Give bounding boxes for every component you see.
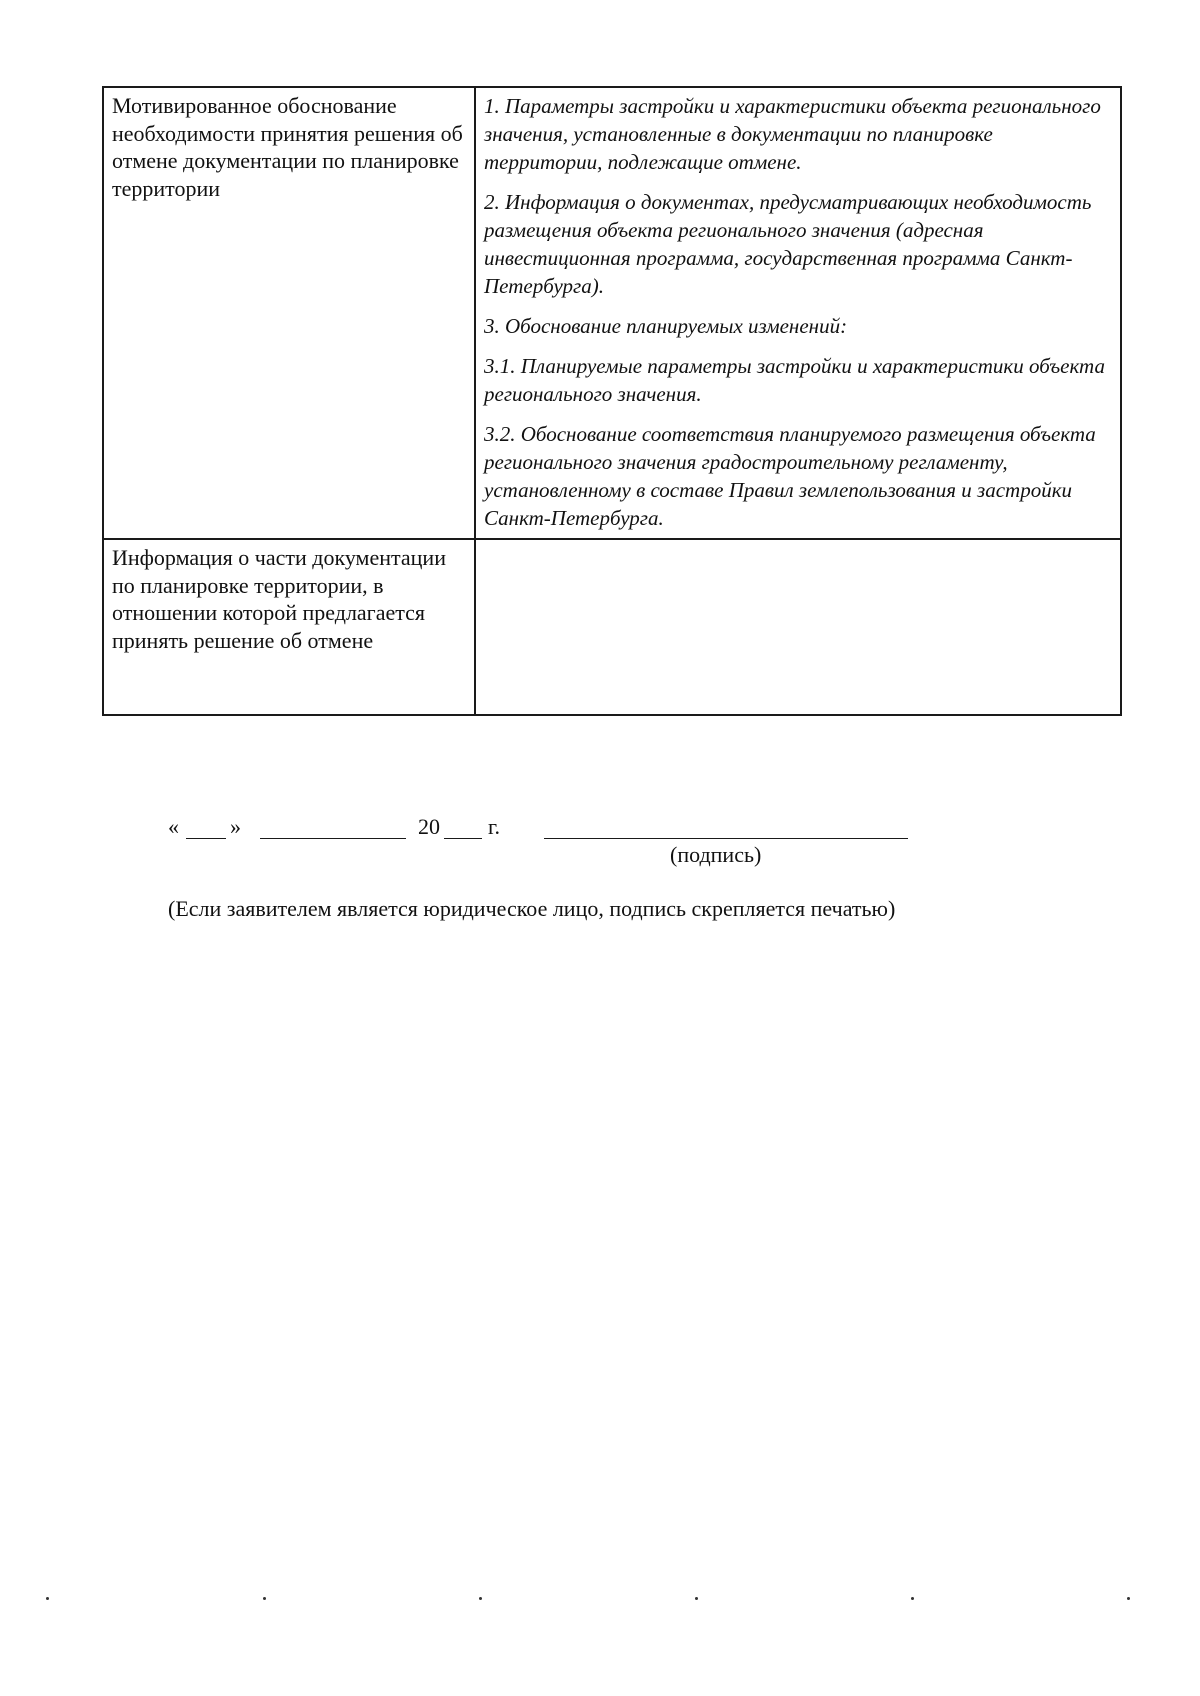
open-quote: « — [168, 814, 179, 839]
list-item: 1. Параметры застройки и характеристики объекта регионального значения, установленные в документации по планировке территории, подлежащие отмене. — [484, 94, 1101, 174]
scan-dot — [46, 1597, 49, 1600]
documentation-part-value-cell[interactable] — [475, 539, 1121, 715]
scan-dot — [911, 1597, 914, 1600]
list-item: 3.2. Обоснование соответствия планируемого размещения объекта регионального значения градостроительному регламенту, установленному в составе Правил землепользования и застройки Санкт-Петербурга. — [484, 422, 1096, 530]
scan-dot — [263, 1597, 266, 1600]
justification-label: Мотивированное обоснование необходимости принятия решения об отмене документации по планировке территории — [112, 93, 463, 201]
justification-content-cell — [475, 87, 1121, 539]
month-blank[interactable] — [260, 838, 406, 839]
list-item: 3.1. Планируемые параметры застройки и характеристики объекта регионального значения. — [484, 354, 1105, 406]
signature-blank[interactable] — [544, 838, 908, 839]
table-row — [103, 87, 1121, 539]
year-suffix: г. — [488, 814, 501, 839]
list-item: 2. Информация о документах, предусматривающих необходимость размещения объекта регионального значения (адресная инвестиционная программа, государственная программа Санкт-Петербурга). — [484, 190, 1092, 298]
documentation-part-label: Информация о части документации по планировке территории, в отношении которой предлагается принять решение об отмене — [112, 545, 446, 653]
documentation-part-label-cell — [103, 539, 475, 715]
list-item: 3. Обоснование планируемых изменений: — [484, 314, 848, 338]
scan-dot — [695, 1597, 698, 1600]
application-table — [102, 86, 1122, 716]
scan-dot — [1127, 1597, 1130, 1600]
signature-caption: (подпись) — [670, 842, 762, 867]
table-row — [103, 539, 1121, 715]
day-blank[interactable] — [186, 838, 226, 839]
signature-date-row — [168, 808, 928, 848]
year-blank[interactable] — [444, 838, 482, 839]
seal-note: (Если заявителем является юридическое лицо, подпись скрепляется печатью) — [168, 896, 896, 921]
scan-dot — [479, 1597, 482, 1600]
justification-label-cell — [103, 87, 475, 539]
year-prefix: 20 — [418, 814, 440, 839]
close-quote: » — [230, 814, 241, 839]
